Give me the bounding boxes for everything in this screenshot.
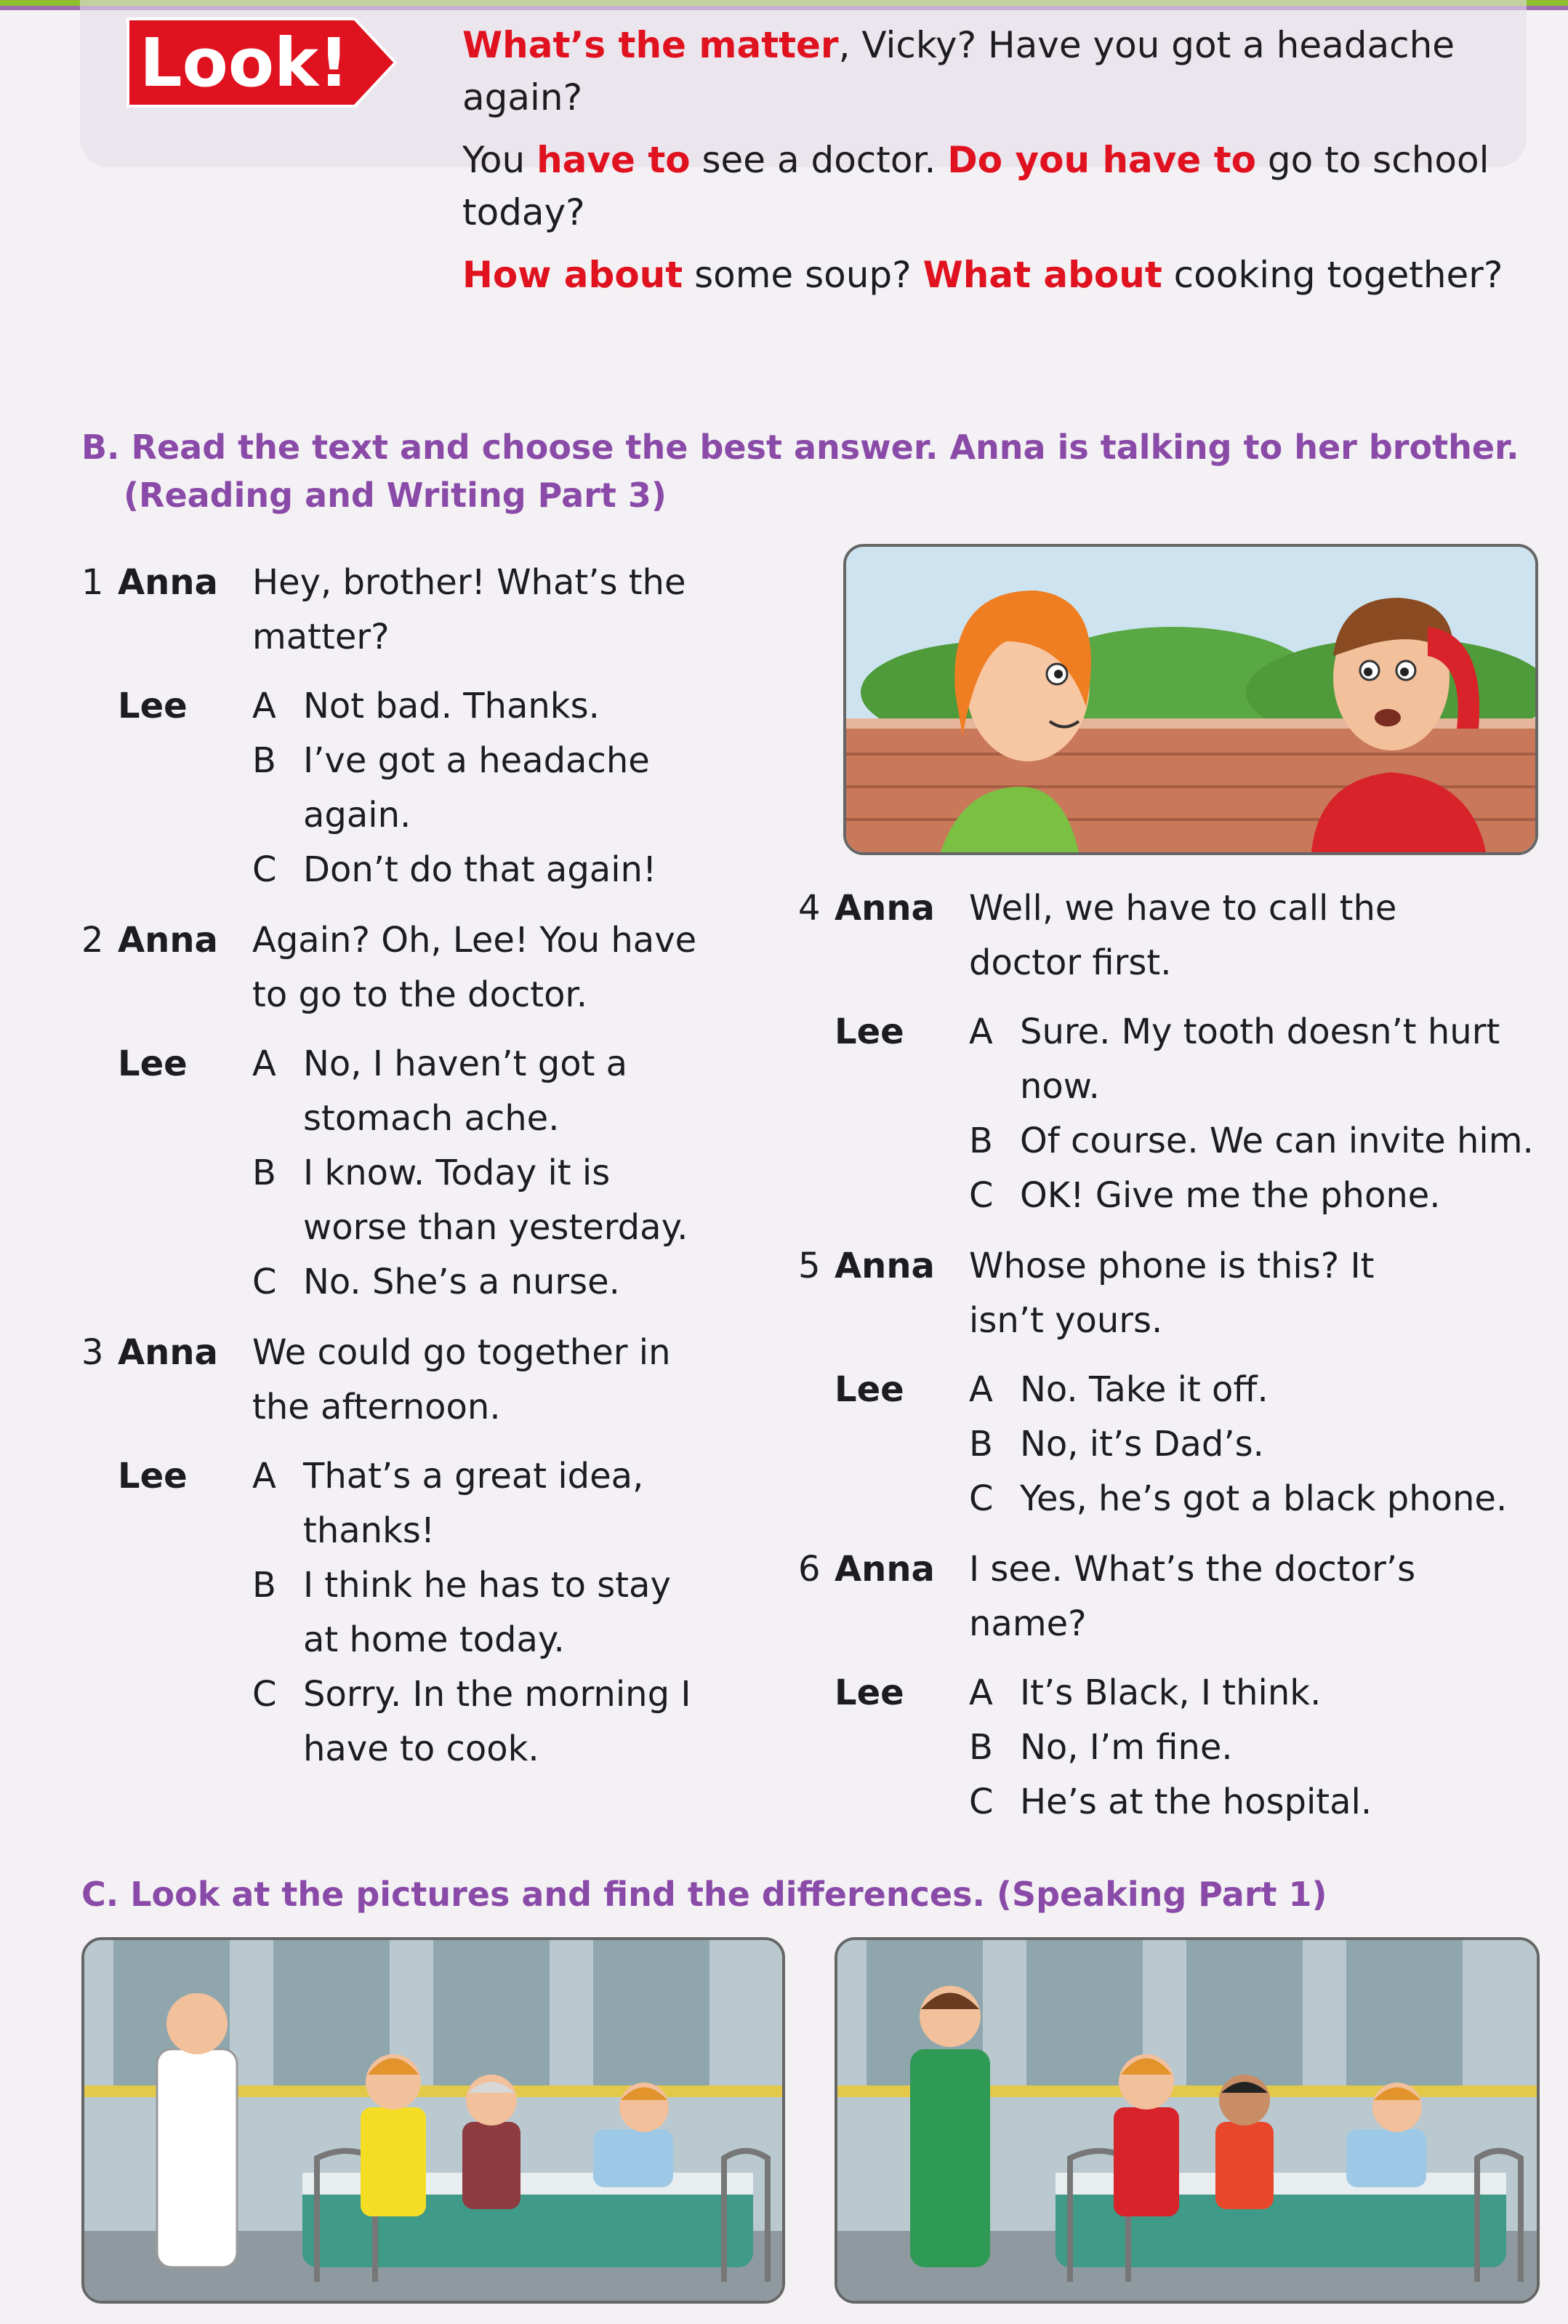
section-b-title: B. Read the text and choose the best answer. Anna is talking to her brother. (Reading and Writing Part 3) <box>81 428 1519 515</box>
look-examples <box>462 19 1516 311</box>
anna-lee-illustration <box>843 544 1538 855</box>
question-5: 5 Anna Whose phone is this? It isn’t yours. Lee A No. Take it off. B No, it’s Dad’s. C Yes, he’s got a black phone. <box>798 1246 1508 1519</box>
dialog-left-column <box>81 556 823 1776</box>
question-1: 1 Anna Hey, brother! What’s the matter? Lee A Not bad. Thanks. B I’ve got a headache again. C Don’t do that again! <box>81 562 686 890</box>
hospital-picture-right <box>835 1937 1540 2304</box>
question-2: 2 Anna Again? Oh, Lee! You have to go to the doctor. Lee A No, I haven’t got a stomach ache. B I know. Today it is worse than yesterday. C No. She’s a nurse. <box>81 920 697 1302</box>
question-4: 4 Anna Well, we have to call the doctor first. Lee A Sure. My tooth doesn’t hurt now. B Of course. We can invite him. C OK! Give me the phone. <box>798 888 1534 1216</box>
look-line-1: What’s the matter, Vicky? Have you got a headache again? <box>462 24 1455 119</box>
section-c-title: C. Look at the pictures and find the differences. (Speaking Part 1) <box>81 1875 1327 1914</box>
dialog-right-column <box>798 881 1540 1830</box>
look-badge-text: Look! <box>140 24 350 102</box>
look-badge <box>122 16 398 109</box>
question-3: 3 Anna We could go together in the afternoon. Lee A That’s a great idea, thanks! B I think he has to stay at home today. C Sorry. In the morning I have to cook. <box>81 1332 691 1769</box>
hospital-picture-left <box>81 1937 785 2304</box>
question-6: 6 Anna I see. What’s the doctor’s name? Lee A It’s Black, I think. B No, I’m fine. C He’s at the hospital. <box>798 1549 1416 1822</box>
look-line-3: How about some soup? What about cooking together? <box>462 254 1503 296</box>
look-line-2: You have to see a doctor. Do you have to go to school today? <box>462 139 1489 233</box>
